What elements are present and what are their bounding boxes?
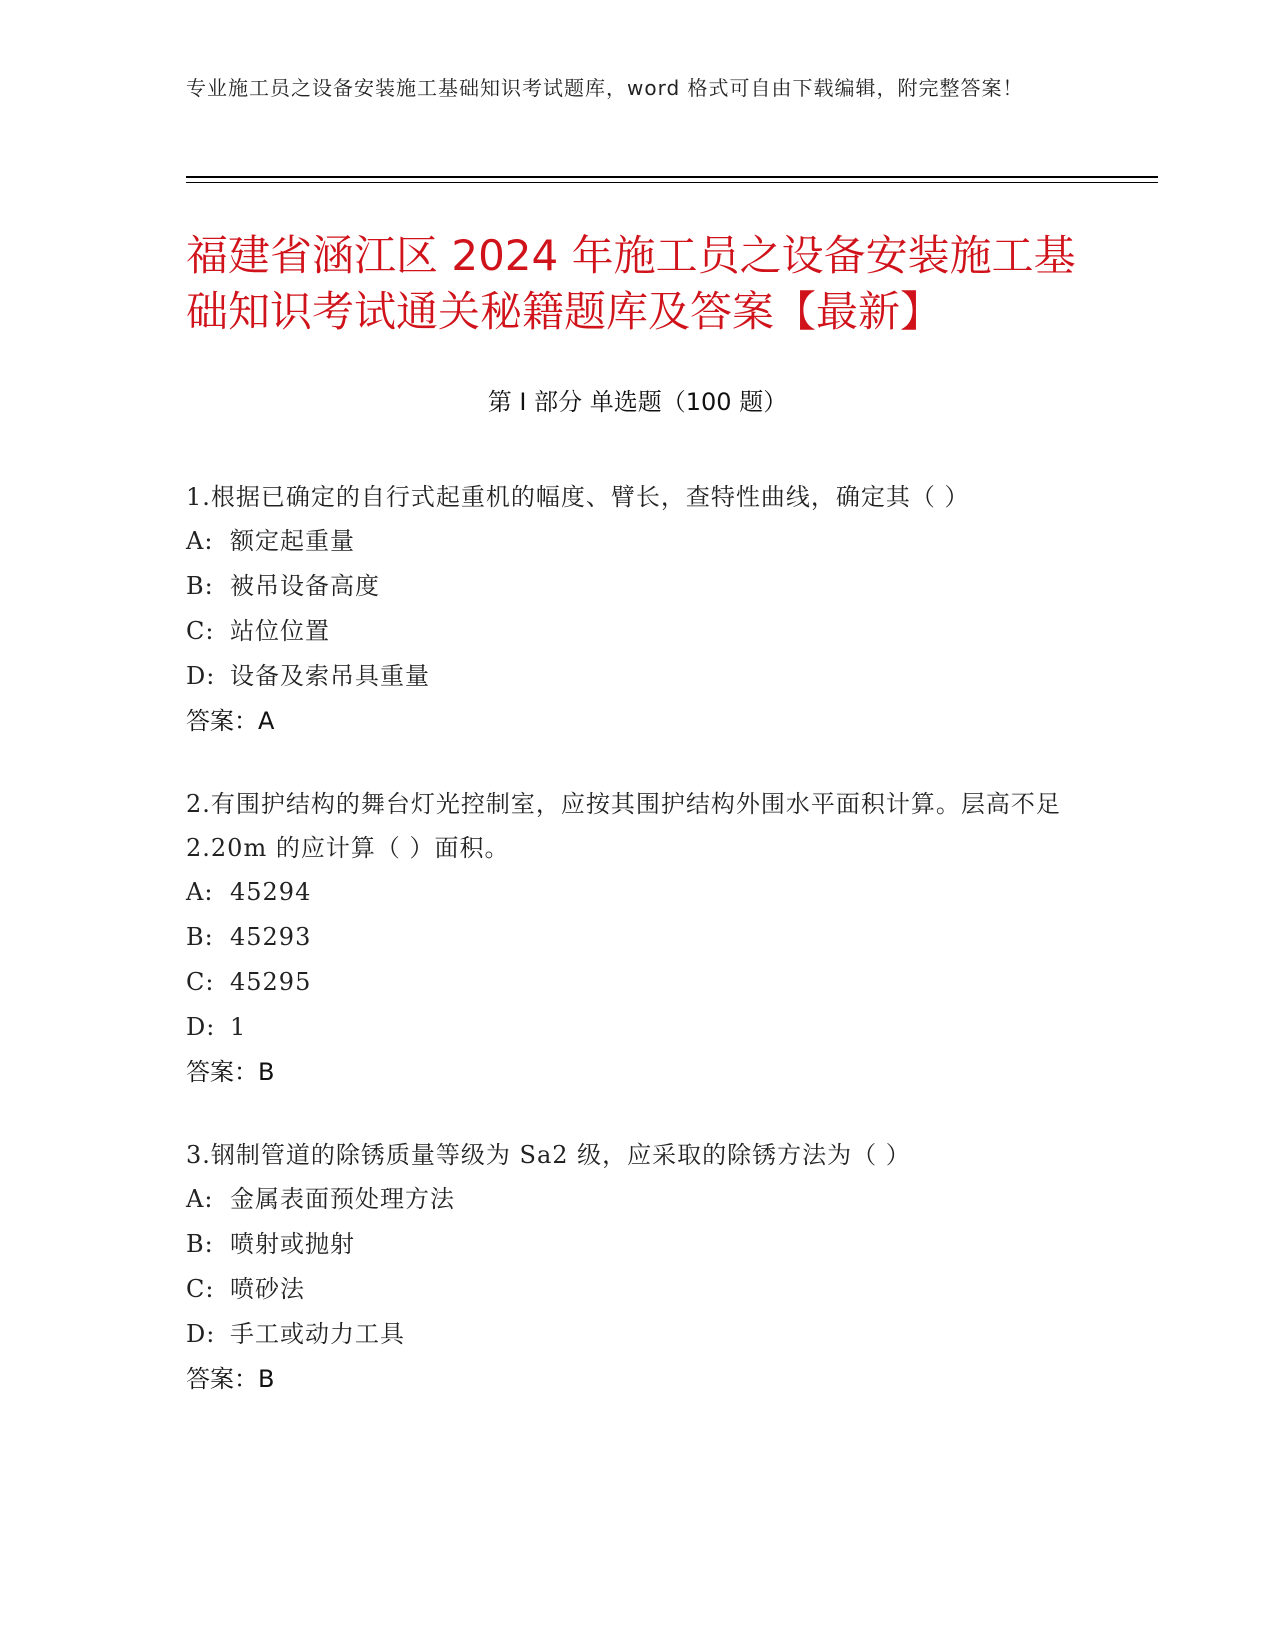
option-key: D: [186,1013,216,1041]
option-text: 设备及索吊具重量 [230,662,430,690]
option-key: D: [186,1320,216,1348]
option-b [186,1222,1086,1267]
section-title: 第 I 部分 单选题（100 题） [487,388,788,416]
option-text: 1 [230,1013,247,1041]
question-list [186,475,1086,1440]
question-3 [186,1133,1086,1402]
option-b [186,915,1086,960]
option-key: A: [186,878,214,906]
header-note: 专业施工员之设备安装施工基础知识考试题库，word 格式可自由下载编辑，附完整答案！ [186,76,1024,100]
option-text: 手工或动力工具 [230,1320,405,1348]
option-text: 金属表面预处理方法 [230,1185,455,1213]
option-a [186,1177,1086,1222]
option-text: 45294 [230,878,312,906]
answer-line: 答案：B [186,1365,275,1393]
option-key: C: [186,1275,215,1303]
option-d [186,1312,1086,1357]
option-text: 45293 [230,923,312,951]
option-text: 额定起重量 [230,527,355,555]
question-stem: 1.根据已确定的自行式起重机的幅度、臂长，查特性曲线，确定其（ ） [186,483,970,511]
option-c [186,960,1086,1005]
option-key: B: [186,923,214,951]
option-text: 喷砂法 [230,1275,305,1303]
option-key: A: [186,527,214,555]
option-d [186,654,1086,699]
option-text: 喷射或抛射 [230,1230,355,1258]
question-stem: 3.钢制管道的除锈质量等级为 Sa2 级，应采取的除锈方法为（ ） [186,1141,911,1169]
option-key: B: [186,572,214,600]
option-a [186,870,1086,915]
option-key: C: [186,968,215,996]
answer-line: 答案：A [186,707,275,735]
option-d [186,1005,1086,1050]
option-text: 站位位置 [230,617,330,645]
option-c [186,1267,1086,1312]
option-key: D: [186,662,216,690]
answer-line: 答案：B [186,1058,275,1086]
header-divider-thick [186,176,1158,178]
question-stem: 2.有围护结构的舞台灯光控制室，应按其围护结构外围水平面积计算。层高不足 2.20m 的应计算（ ）面积。 [186,790,1061,862]
option-key: B: [186,1230,214,1258]
question-1 [186,475,1086,744]
option-c [186,609,1086,654]
header-divider-thin [186,182,1158,183]
option-text: 被吊设备高度 [230,572,380,600]
option-text: 45295 [230,968,312,996]
document-title: 福建省涵江区 2024 年施工员之设备安装施工基础知识考试通关秘籍题库及答案【最新】 [186,231,1076,336]
option-a [186,519,1086,564]
option-key: A: [186,1185,214,1213]
option-b [186,564,1086,609]
option-key: C: [186,617,215,645]
question-2 [186,782,1086,1095]
